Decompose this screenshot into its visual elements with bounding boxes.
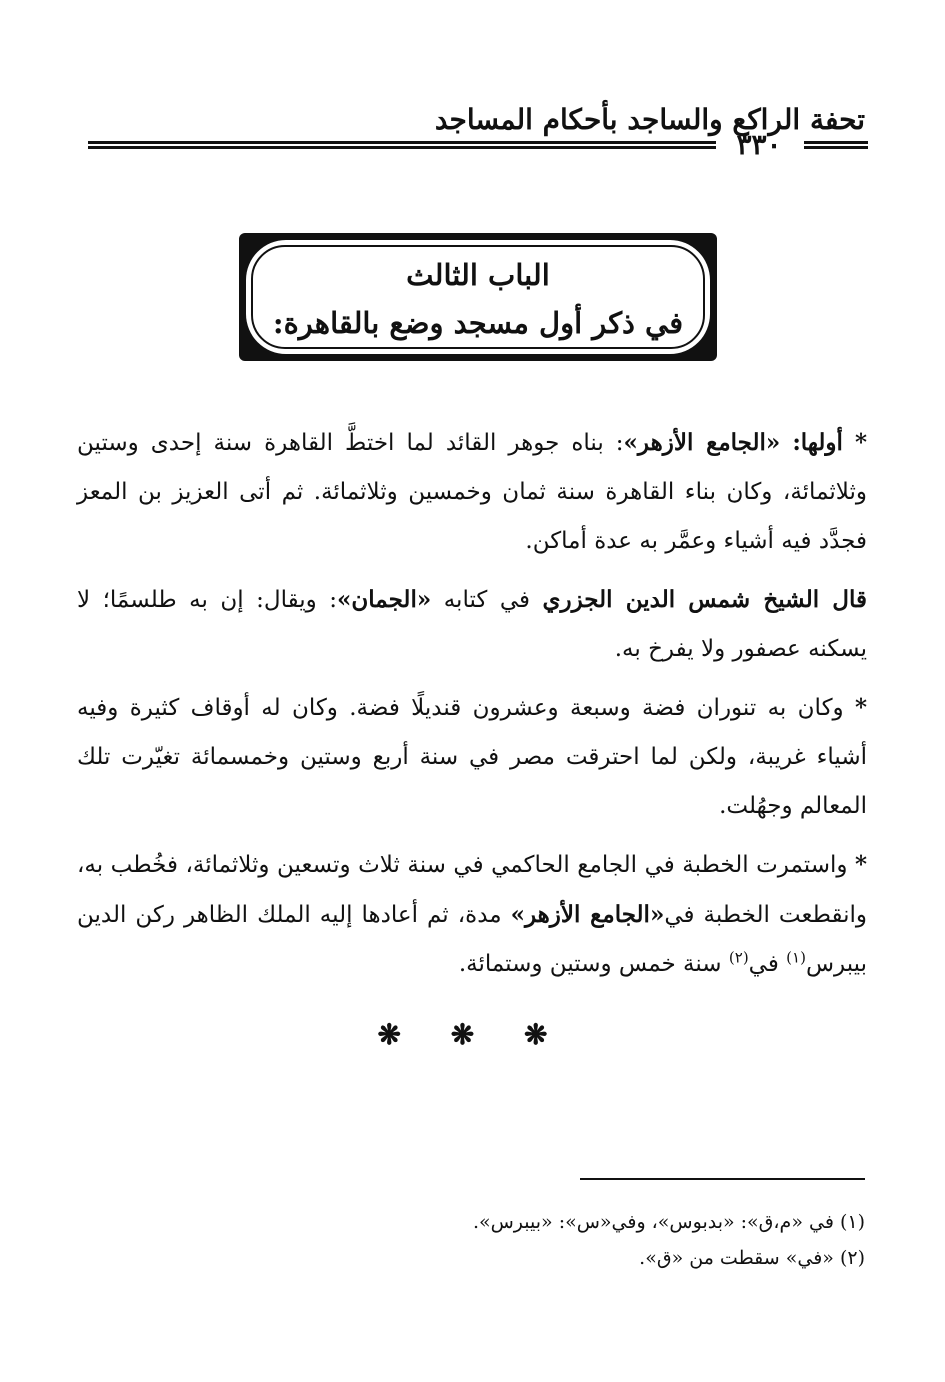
header-double-rule-left [88, 141, 716, 149]
paragraph-lead: قال الشيخ شمس الدين الجزري [542, 586, 867, 613]
chapter-heading-frame [246, 240, 710, 354]
paragraph-text: : بناه جوهر القائد لما اختطَّ القاهرة سنة إحدى وستين وثلاثمائة، وكان بناء القاهرة سنة ثمان وخمسين وثلاثمائة. ثم أتى العزيز بن المعز فجدَّد فيه أشياء وعمَّر به عدة أماكن. [77, 430, 867, 554]
paragraph-text: في [748, 951, 787, 977]
main-text [77, 418, 867, 998]
footnote-2: (٢) «في» سقطت من «ق». [639, 1247, 865, 1269]
header-rule [80, 128, 868, 161]
quoted-title: «الجمان» [337, 586, 432, 613]
quoted-title: «الجامع الأزهر» [510, 901, 665, 928]
chapter-heading-box [239, 233, 717, 361]
paragraph-text: في كتابه [431, 587, 543, 613]
paragraph-text: مدة، ثم أعادها إليه الملك الظاهر ركن الدين بيبرس [77, 902, 867, 977]
paragraph-3 [77, 683, 867, 831]
quoted-title: «الجامع الأزهر» [623, 429, 781, 456]
paragraph-text: وكان به تنوران فضة وسبعة وعشرون قنديلًا فضة. وكان له أوقاف كثيرة وفيه أشياء غريبة، ولكن لما احترقت مصر في سنة أربع وستين وخمسمائة تغيّرت تلك المعالم وجهُلت. [77, 695, 867, 819]
running-title: تحفة الراكع والساجد بأحكام المساجد [434, 103, 865, 136]
asterisk-marker: * [854, 694, 867, 721]
footnote-separator [580, 1178, 865, 1180]
chapter-subtitle: في ذكر أول مسجد وضع بالقاهرة: [272, 306, 684, 340]
paragraph-2 [77, 575, 867, 674]
paragraph-lead: أولها: [792, 429, 843, 456]
paragraph-4 [77, 840, 867, 989]
chapter-title: الباب الثالث [406, 258, 550, 292]
section-ornament: ❋ ❋ ❋ [377, 1018, 568, 1051]
asterisk-marker: * [854, 851, 867, 878]
paragraph-text: سنة خمس وستين وستمائة. [458, 951, 729, 977]
asterisk-marker: * [854, 429, 867, 456]
paragraph-1 [77, 418, 867, 566]
page-number: ٣٣٠ [736, 128, 782, 161]
footnote-ref-1[interactable]: (١) [786, 948, 806, 967]
paragraph-text: : ويقال: إن به طلسمًا؛ لا يسكنه عصفور ولا يفرخ به. [77, 587, 867, 662]
footnote-ref-2[interactable]: (٢) [728, 948, 749, 967]
footnotes [85, 1204, 865, 1276]
footnote-1: (١) في «م،ق»: «بدبوس»، وفي«س»: «بيبرس». [472, 1211, 865, 1233]
paragraph-text: واستمرت الخطبة في الجامع الحاكمي في سنة ثلاث وتسعين وثلاثمائة، فخُطب به، وانقطعت الخطبة في [77, 852, 867, 928]
header-double-rule-right [804, 141, 868, 149]
